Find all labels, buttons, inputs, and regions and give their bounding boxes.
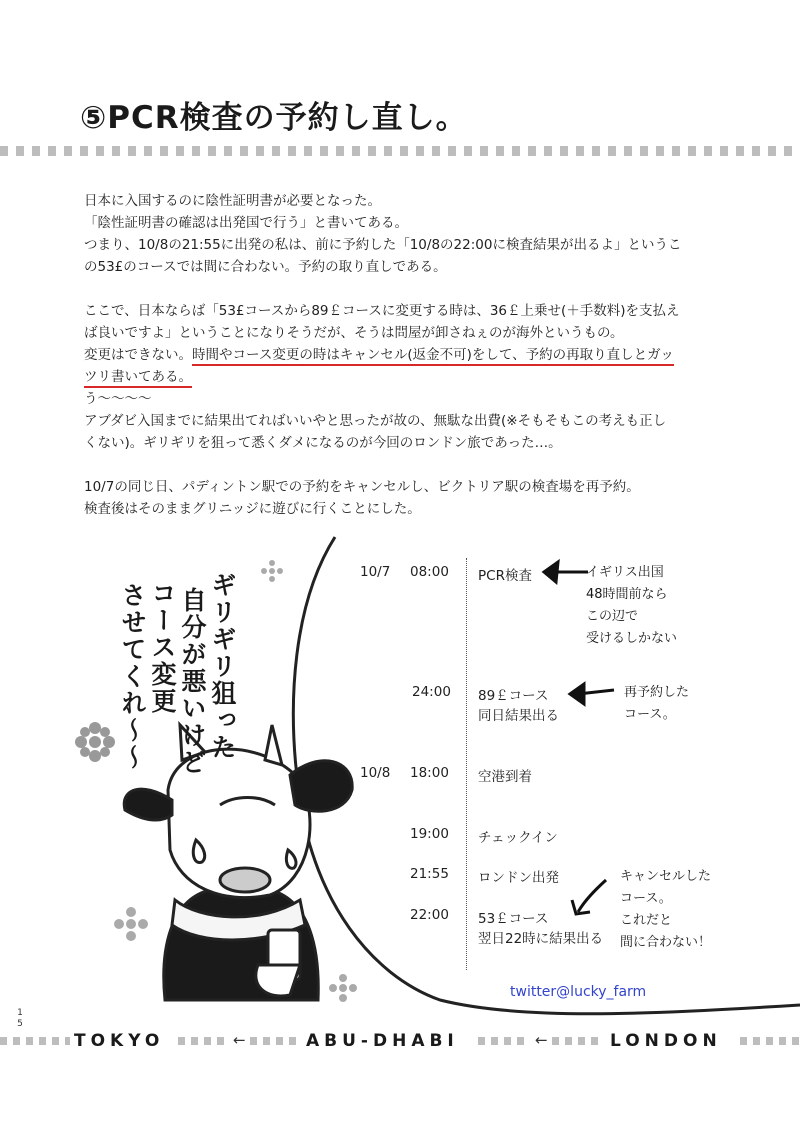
note-line: これだと [620, 913, 673, 928]
note-text [624, 682, 689, 726]
speech-text: ギリギリ狙った [208, 572, 237, 761]
timeline-date: 10/8 [360, 765, 391, 781]
timeline-time: 08:00 [410, 564, 449, 580]
body-line: つまり、10/8の21:55に出発の私は、前に予約した「10/8の22:00に検査結果が出るよ」というこ [84, 237, 682, 253]
timeline-time: 21:55 [410, 866, 449, 882]
note-line: この辺で [586, 609, 639, 624]
timeline-event: チェックイン [478, 830, 558, 846]
body-line: の53£のコースでは間に合わない。予約の取り直しである。 [84, 259, 447, 275]
timeline-event: 53￡コース [478, 911, 549, 927]
page-number: 1 5 [17, 1008, 23, 1029]
timeline-time: 24:00 [412, 684, 451, 700]
footer-dash [478, 1037, 530, 1045]
note-line: 間に合わない！ [620, 935, 712, 950]
body-line: アブダビ入国までに結果出てればいいやと思ったが故の、無駄な出費(※そもそもこの考えも正し [84, 413, 667, 429]
timeline-time: 18:00 [410, 765, 449, 781]
note-line: キャンセルした [620, 869, 712, 884]
timeline-time: 22:00 [410, 907, 449, 923]
footer-dash [250, 1037, 302, 1045]
route-tokyo: TOKYO [74, 1031, 165, 1051]
body-line: う〜〜〜〜 [84, 391, 152, 407]
timeline-event: 翌日22時に結果出る [478, 931, 604, 947]
timeline-event: ロンドン出発 [478, 870, 559, 886]
footer-dash [178, 1037, 230, 1045]
note-line: 48時間前なら [586, 587, 668, 602]
speech-text: させてくれ〜〜 [118, 582, 147, 771]
note-text [586, 562, 677, 650]
footer-dash [0, 1037, 70, 1045]
footer-dash [552, 1037, 604, 1045]
footer-dash [740, 1037, 800, 1045]
body-line: くない)。ギリギリを狙って悉くダメになるのが今回のロンドン旅であった…。 [84, 435, 562, 451]
timeline-event: 空港到着 [478, 769, 532, 785]
arrow-left-icon [570, 684, 614, 704]
route-abu-dhabi: ABU-DHABI [306, 1031, 459, 1051]
timeline-time: 19:00 [410, 826, 449, 842]
underlined-text: をして、予約の再取り直しとガッ [472, 347, 674, 366]
note-line: イギリス出国 [586, 565, 664, 580]
note-line: コース。 [624, 707, 676, 722]
timeline-event: 89￡コース [478, 688, 549, 704]
body-line: 10/7の同じ日、パディントン駅での予約をキャンセルし、ビクトリア駅の検査場を再予約。 [84, 479, 640, 495]
underlined-text: ツリ書いてある。 [84, 369, 192, 388]
arrow-down-left-icon [572, 880, 606, 914]
twitter-credit[interactable]: twitter@lucky_farm [510, 984, 647, 1000]
body-line: 「陰性証明書の確認は出発国で行う」と書いてある。 [84, 215, 408, 231]
body-line: 日本に入国するのに陰性証明書が必要となった。 [84, 193, 381, 209]
note-line: コース。 [620, 891, 672, 906]
body-line: ば良いですよ」ということになりそうだが、そうは問屋が卸さねぇのが海外というもの。 [84, 325, 624, 341]
timeline-event: 同日結果出る [478, 708, 559, 724]
arrow-left-icon [544, 562, 588, 582]
speech-text: コース変更 [148, 580, 177, 715]
body-span: 変更はできない。 [84, 347, 192, 363]
note-line: 再予約した [624, 685, 690, 700]
timeline-event: PCR検査 [478, 568, 532, 584]
timeline-date: 10/7 [360, 564, 391, 580]
speech-text: 自分が悪いけど [178, 587, 207, 776]
page-title: ⑤PCR検査の予約し直し。 [80, 100, 468, 136]
body-line: ここで、日本ならば「53£コースから89￡コースに変更する時は、36￡上乗せ(＋手数料)を支払え [84, 303, 680, 319]
route-london: LONDON [610, 1031, 722, 1051]
route-arrow: ← [233, 1031, 246, 1049]
note-text [620, 866, 711, 954]
underlined-text: 時間やコース変更の時はキャンセル(返金不可) [192, 347, 472, 366]
body-line: 検査後はそのままグリニッジに遊びに行くことにした。 [84, 501, 421, 517]
route-arrow: ← [535, 1031, 548, 1049]
note-line: 受けるしかない [586, 631, 678, 646]
